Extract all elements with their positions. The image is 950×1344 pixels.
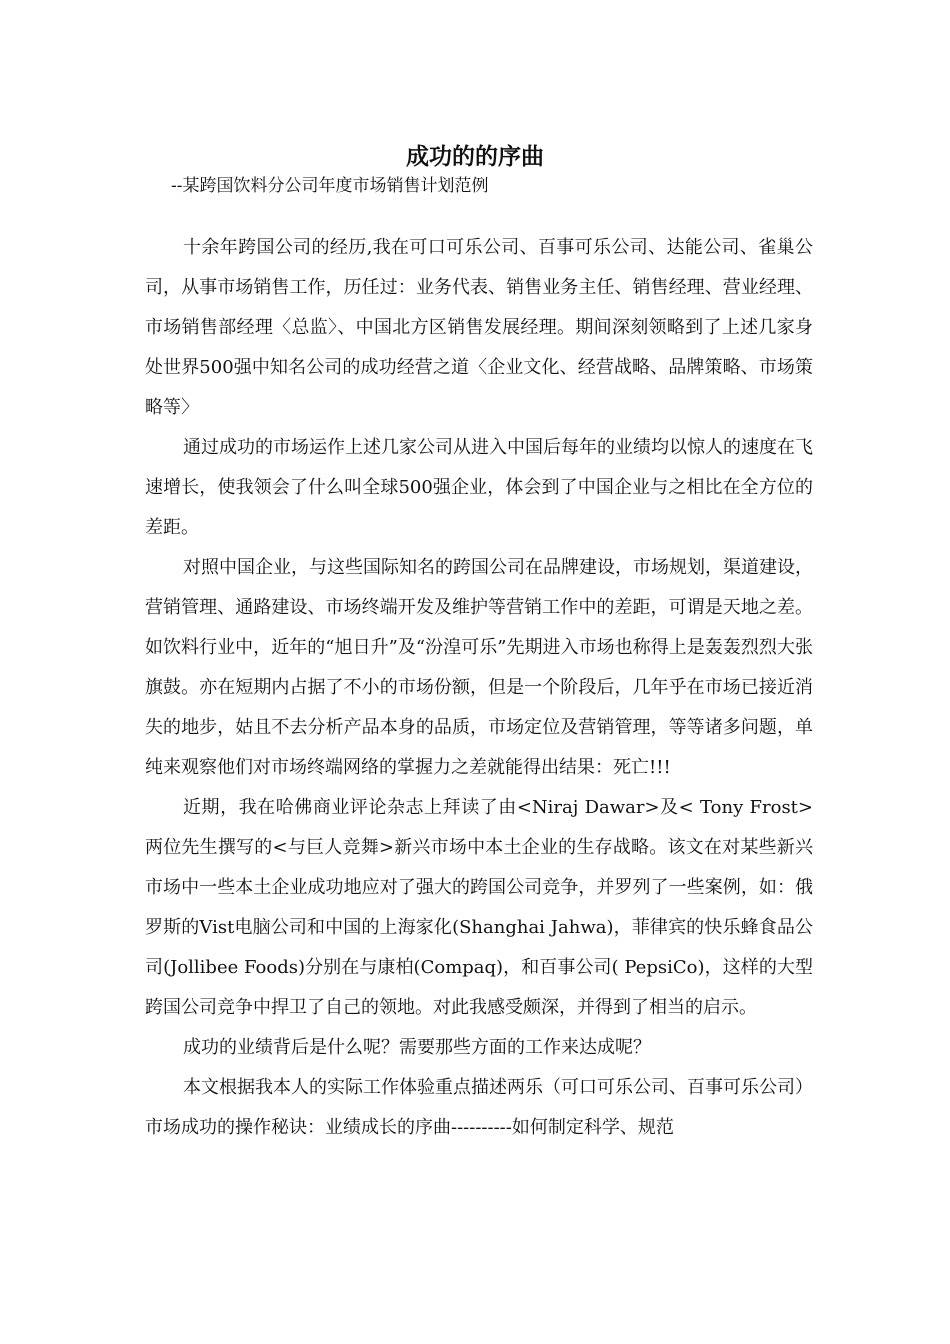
paragraph-growth: 通过成功的市场运作上述几家公司从进入中国后每年的业绩均以惊人的速度在飞速增长，使我领会了什么叫全球500强企业，体会到了中国企业与之相比在全方位的差距。 — [145, 437, 813, 538]
paragraph-summary: 本文根据我本人的实际工作体验重点描述两乐（可口可乐公司、百事可乐公司）市场成功的操作秘诀：业绩成长的序曲----------如何制定科学、规范 — [145, 1077, 813, 1138]
paragraph-comparison: 对照中国企业，与这些国际知名的跨国公司在品牌建设，市场规划，渠道建设，营销管理、通路建设、市场终端开发及维护等营销工作中的差距，可谓是天地之差。如饮料行业中，近年的“旭日升”及“汾湟可乐”先期进入市场也称得上是轰轰烈烈大张旗鼓。亦在短期内占据了不小的市场份额，但是一个阶段后，几年乎在市场已接近消失的地步，姑且不去分析产品本身的品质，市场定位及营销管理，等等诸多问题，单纯来观察他们对市场终端网络的掌握力之差就能得出结果：死亡!!! — [145, 557, 813, 778]
paragraph-career: 十余年跨国公司的经历,我在可口可乐公司、百事可乐公司、达能公司、雀巢公司，从事市场销售工作，历任过：业务代表、销售业务主任、销售经理、营业经理、市场销售部经理〈总监〉、中国北方区销售发展经理。期间深刻领略到了上述几家身处世界500强中知名公司的成功经营之道〈企业文化、经营战略、品牌策略、市场策略等〉 — [145, 237, 813, 418]
paragraph-question: 成功的业绩背后是什么呢？需要那些方面的工作来达成呢？ — [183, 1037, 651, 1058]
document-title: 成功的的序曲 — [406, 144, 544, 170]
document-body — [145, 228, 813, 1148]
document-subtitle: --某跨国饮料分公司年度市场销售计划范例 — [171, 176, 489, 196]
paragraph-hbr-article: 近期，我在哈佛商业评论杂志上拜读了由<Niraj Dawar>及< Tony Frost>两位先生撰写的<与巨人竞舞>新兴市场中本土企业的生存战略。该文在对某些新兴市场中一些本土企业成功地应对了强大的跨国公司竞争，并罗列了一些案例，如：俄罗斯的Vist电脑公司和中国的上海家化(Shanghai Jahwa)，菲律宾的快乐蜂食品公司(Jollibee Foods)分别在与康柏(Compaq)，和百事公司( PepsiCo)，这样的大型跨国公司竞争中捍卫了自己的领地。对此我感受颇深，并得到了相当的启示。 — [145, 797, 813, 1018]
